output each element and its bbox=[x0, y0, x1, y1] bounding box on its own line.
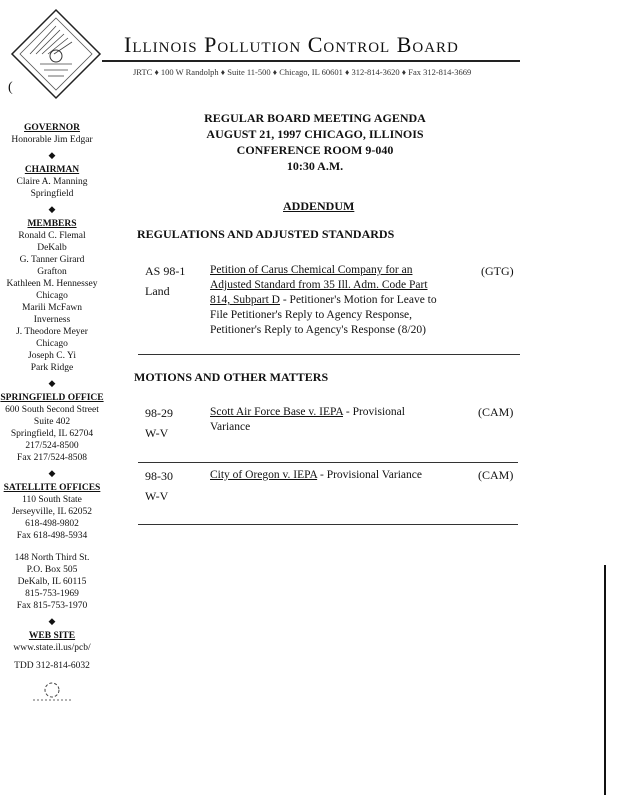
agenda-heading-line: CONFERENCE ROOM 9-040 bbox=[236, 143, 394, 157]
diamond-icon: ◆ bbox=[48, 468, 56, 478]
agenda-heading-line: AUGUST 21, 1997 CHICAGO, ILLINOIS bbox=[206, 127, 424, 141]
diamond-icon: ◆ bbox=[48, 150, 56, 160]
item-description-text: - Provisional Variance bbox=[210, 406, 405, 433]
section-rule bbox=[138, 354, 520, 355]
springfield-line: Suite 402 bbox=[33, 417, 71, 427]
satellite-line: 110 South State bbox=[22, 495, 82, 505]
chairman-line: Claire A. Manning bbox=[16, 177, 88, 187]
item-title-link: Scott Air Force Base v. IEPA bbox=[210, 406, 343, 418]
satellite-line: Jerseyville, IL 62052 bbox=[11, 507, 93, 517]
board-address: JRTC ♦ 100 W Randolph ♦ Suite 11-500 ♦ Chicago, IL 60601 ♦ 312-814-3620 ♦ Fax 312-814-3669 bbox=[133, 67, 472, 77]
diamond-icon: ◆ bbox=[48, 378, 56, 388]
item-type: Land bbox=[145, 284, 170, 298]
tdd-number: TDD 312-814-6032 bbox=[14, 661, 90, 671]
edge-mark: ( bbox=[8, 80, 13, 95]
board-title: Illinois Pollution Control Board bbox=[124, 32, 459, 57]
satellite-line: P.O. Box 505 bbox=[26, 565, 78, 575]
member-line: Park Ridge bbox=[30, 363, 74, 373]
chairman-heading: CHAIRMAN bbox=[24, 165, 80, 175]
website-url[interactable]: www.state.il.us/pcb/ bbox=[13, 643, 91, 653]
springfield-line: Fax 217/524-8508 bbox=[17, 453, 87, 463]
section-title: REGULATIONS AND ADJUSTED STANDARDS bbox=[137, 227, 395, 241]
member-line: Kathleen M. Hennessey bbox=[6, 279, 98, 289]
agenda-heading-line: REGULAR BOARD MEETING AGENDA bbox=[204, 111, 426, 125]
item-description bbox=[210, 405, 446, 435]
satellite-line: 815-753-1969 bbox=[25, 589, 79, 599]
item-description-text: - Petitioner's Motion for Leave to File Petitioner's Reply to Agency Response, Petitioner's Reply to Agency's Response (8/20) bbox=[210, 294, 437, 336]
member-line: Marili McFawn bbox=[22, 303, 82, 313]
diamond-icon: ◆ bbox=[48, 204, 56, 214]
member-line: Inverness bbox=[33, 315, 71, 325]
item-number: AS 98-1 bbox=[145, 264, 186, 278]
recycle-icon bbox=[29, 680, 75, 704]
springfield-heading: SPRINGFIELD OFFICE bbox=[0, 393, 104, 403]
satellite-line: 618-498-9802 bbox=[25, 519, 79, 529]
member-line: DeKalb bbox=[37, 243, 67, 253]
item-type: W-V bbox=[145, 426, 169, 440]
satellite-line: 148 North Third St. bbox=[14, 553, 90, 563]
member-line: Chicago bbox=[36, 339, 68, 349]
item-code: (GTG) bbox=[481, 264, 514, 278]
board-seal-logo bbox=[10, 8, 102, 100]
section-title: MOTIONS AND OTHER MATTERS bbox=[134, 370, 329, 384]
member-line: Ronald C. Flemal bbox=[18, 231, 86, 241]
agenda-heading bbox=[190, 110, 440, 174]
item-description bbox=[210, 263, 446, 338]
governor-heading: GOVERNOR bbox=[24, 123, 80, 133]
item-rule bbox=[138, 462, 518, 463]
header-rule bbox=[102, 60, 520, 62]
item-title-link: City of Oregon v. IEPA bbox=[210, 469, 318, 481]
member-line: Joseph C. Yi bbox=[28, 351, 76, 361]
item-number: 98-29 bbox=[145, 406, 173, 420]
member-line: J. Theodore Meyer bbox=[16, 327, 88, 337]
governor-name: Honorable Jim Edgar bbox=[11, 135, 93, 145]
item-type: W-V bbox=[145, 489, 169, 503]
satellite-line: Fax 815-753-1970 bbox=[16, 601, 88, 611]
item-title-link: Petition of Carus Chemical Company for an Adjusted Standard from 35 Ill. Adm. Code Part 814, Subpart D bbox=[210, 264, 428, 306]
agenda-heading-line: 10:30 A.M. bbox=[286, 159, 344, 173]
addendum-heading: ADDENDUM bbox=[283, 199, 355, 213]
springfield-line: 600 South Second Street bbox=[5, 405, 99, 415]
members-heading: MEMBERS bbox=[27, 219, 77, 229]
item-code: (CAM) bbox=[478, 468, 514, 482]
member-line: G. Tanner Girard bbox=[19, 255, 85, 265]
springfield-line: 217/524-8500 bbox=[25, 441, 79, 451]
satellite-line: DeKalb, IL 60115 bbox=[17, 577, 87, 587]
springfield-line: Springfield, IL 62704 bbox=[10, 429, 94, 439]
sidebar bbox=[0, 120, 104, 704]
section-rule bbox=[138, 524, 518, 525]
diamond-icon: ◆ bbox=[48, 616, 56, 626]
website-heading: WEB SITE bbox=[28, 631, 76, 641]
satellite-heading: SATELLITE OFFICES bbox=[3, 483, 101, 493]
member-line: Grafton bbox=[37, 267, 67, 277]
scan-edge-line bbox=[604, 565, 606, 795]
chairman-line: Springfield bbox=[30, 189, 74, 199]
satellite-line: Fax 618-498-5934 bbox=[16, 531, 88, 541]
member-line: Chicago bbox=[36, 291, 68, 301]
item-description bbox=[210, 468, 470, 483]
item-code: (CAM) bbox=[478, 405, 514, 419]
item-description-text: - Provisional Variance bbox=[317, 469, 422, 481]
item-number: 98-30 bbox=[145, 469, 173, 483]
